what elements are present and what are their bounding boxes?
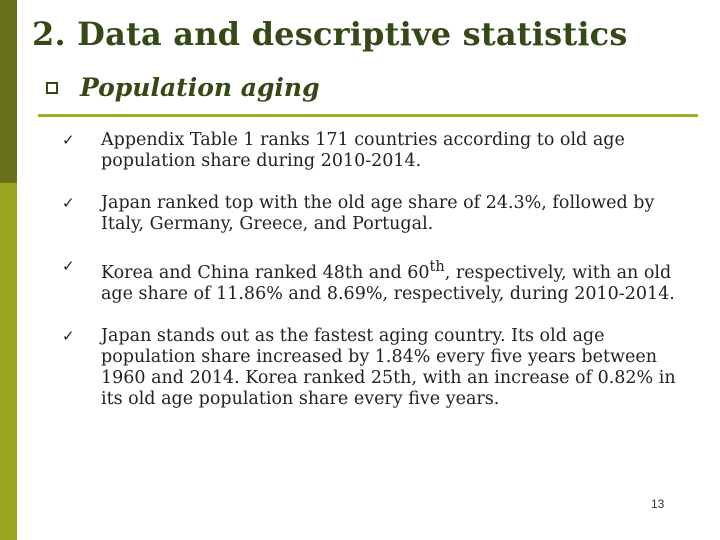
checkmark-icon: ✓	[62, 257, 75, 275]
bullet-text: Japan ranked top with the old age share of 24.3%, followed by Italy, Germany, Greece, and Portugal.	[101, 193, 655, 234]
left-accent-bar-dark-segment	[0, 0, 17, 183]
bullet-text	[101, 256, 692, 305]
list-item	[62, 130, 692, 172]
section-subheading: Population aging	[80, 73, 320, 102]
divider-line	[38, 114, 698, 117]
left-accent-bar	[0, 0, 17, 540]
list-item	[62, 326, 692, 410]
list-item	[62, 256, 692, 305]
bullet-text: Japan stands out as the fastest aging country. Its old age population share increased by 1.84% every five years between 1960 and 2014. Korea ranked 25th, with an increase of 0.82% in its old age population share every five years.	[101, 325, 676, 409]
slide-title: 2. Data and descriptive statistics	[32, 15, 628, 53]
bullet-list	[62, 130, 692, 431]
bullet-text: Appendix Table 1 ranks 171 countries according to old age population share during 2010-2014.	[101, 130, 625, 171]
checkmark-icon: ✓	[62, 131, 75, 149]
bullet-text-part: , respectively, with an old age share of 11.86% and 8.69%, respectively, during 2010-2014.	[101, 262, 675, 304]
bullet-text-part: Korea and China ranked 48th and 60	[101, 262, 430, 283]
page-number: 13	[651, 497, 665, 511]
list-item	[62, 193, 692, 235]
checkmark-icon: ✓	[62, 326, 75, 345]
ordinal-suffix: th	[429, 258, 445, 275]
square-bullet-icon	[46, 82, 58, 94]
checkmark-icon: ✓	[62, 194, 75, 212]
